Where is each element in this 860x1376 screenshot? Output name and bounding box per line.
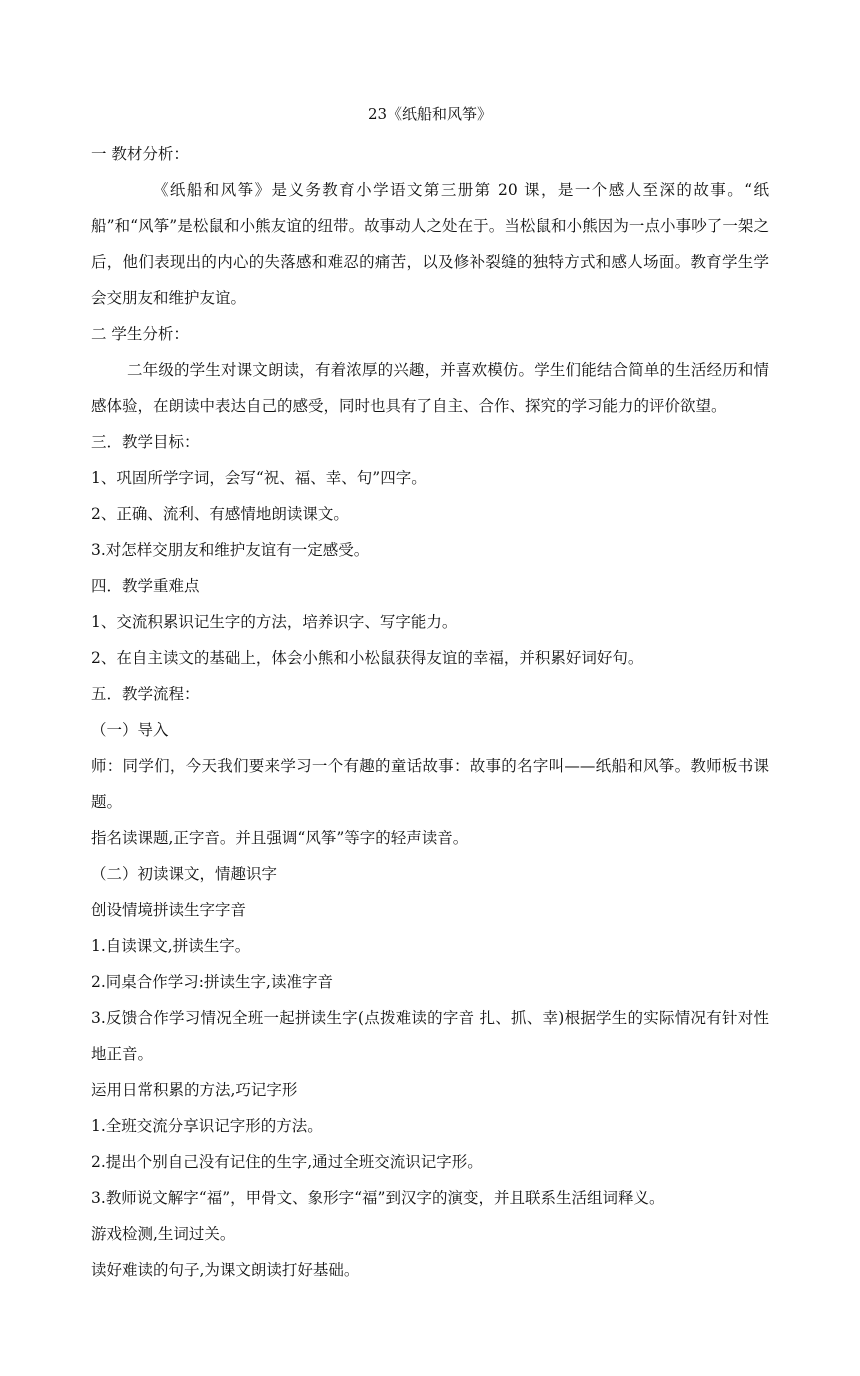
list-item-step-1: 1.自读课文,拼读生字。 [91,937,251,955]
section-heading-teaching-process: 五．教学流程： [91,685,200,703]
list-item-goal-2: 2、正确、流利、有感情地朗读课文。 [91,505,349,523]
list-item-key-point-1: 1、交流积累识记生字的方法，培养识字、写字能力。 [91,613,458,631]
paragraph-teacher-intro: 师：同学们，今天我们要来学习一个有趣的童话故事：故事的名字叫——纸船和风筝。教师板书课题。 [91,757,769,811]
list-item-memory-2: 2.提出个别自己没有记住的生字,通过全班交流识记字形。 [91,1153,483,1171]
section-heading-textbook-analysis: 一 教材分析： [91,145,189,163]
text-line-game-check: 游戏检测,生词过关。 [91,1225,236,1243]
paragraph-textbook-analysis: 《纸船和风筝》是义务教育小学语文第三册第 20 课，是一个感人至深的故事。“纸船”和“风筝”是松鼠和小熊友谊的纽带。故事动人之处在于。当松鼠和小熊因为一点小事吵了一架之后，他们表现出的内心的失落感和难忍的痛苦，以及修补裂缝的独特方式和感人场面。教育学生学会交朋友和维护友谊。 [91,181,769,307]
text-line-memory-method: 运用日常积累的方法,巧记字形 [91,1081,298,1099]
section-heading-teaching-goals: 三．教学目标： [91,433,200,451]
list-item-key-point-2: 2、在自主读文的基础上，体会小熊和小松鼠获得友谊的幸福，并积累好词好句。 [91,649,644,667]
text-line-situation: 创设情境拼读生字字音 [91,901,247,919]
list-item-memory-1: 1.全班交流分享识记字形的方法。 [91,1117,323,1135]
list-item-goal-3: 3.对怎样交朋友和维护友谊有一定感受。 [91,541,370,559]
section-heading-key-points: 四．教学重难点 [91,577,200,595]
subheading-introduction: （一）导入 [91,721,169,739]
list-item-goal-1: 1、巩固所学字词，会写“祝、福、幸、句”四字。 [91,469,427,487]
document-body [91,136,769,1288]
list-item-step-2: 2.同桌合作学习:拼读生字,读准字音 [91,973,333,991]
paragraph-student-analysis: 二年级的学生对课文朗读，有着浓厚的兴趣，并喜欢模仿。学生们能结合简单的生活经历和情感体验，在朗读中表达自己的感受，同时也具有了自主、合作、探究的学习能力的评价欲望。 [91,361,769,415]
list-item-memory-3: 3.教师说文解字“福”，甲骨文、象形字“福”到汉字的演变，并且联系生活组词释义。 [91,1189,665,1207]
document-title: 23《纸船和风筝》 [367,105,493,123]
text-line-read-title: 指名读课题,正字音。并且强调“风筝”等字的轻声读音。 [91,829,469,847]
subheading-first-reading: （二）初读课文，情趣识字 [91,865,278,883]
text-line-read-sentences: 读好难读的句子,为课文朗读打好基础。 [91,1261,360,1279]
list-item-step-3: 3.反馈合作学习情况全班一起拼读生字(点拨难读的字音 扎、抓、幸)根据学生的实际情况有针对性地正音。 [91,1009,769,1063]
section-heading-student-analysis: 二 学生分析： [91,325,189,343]
